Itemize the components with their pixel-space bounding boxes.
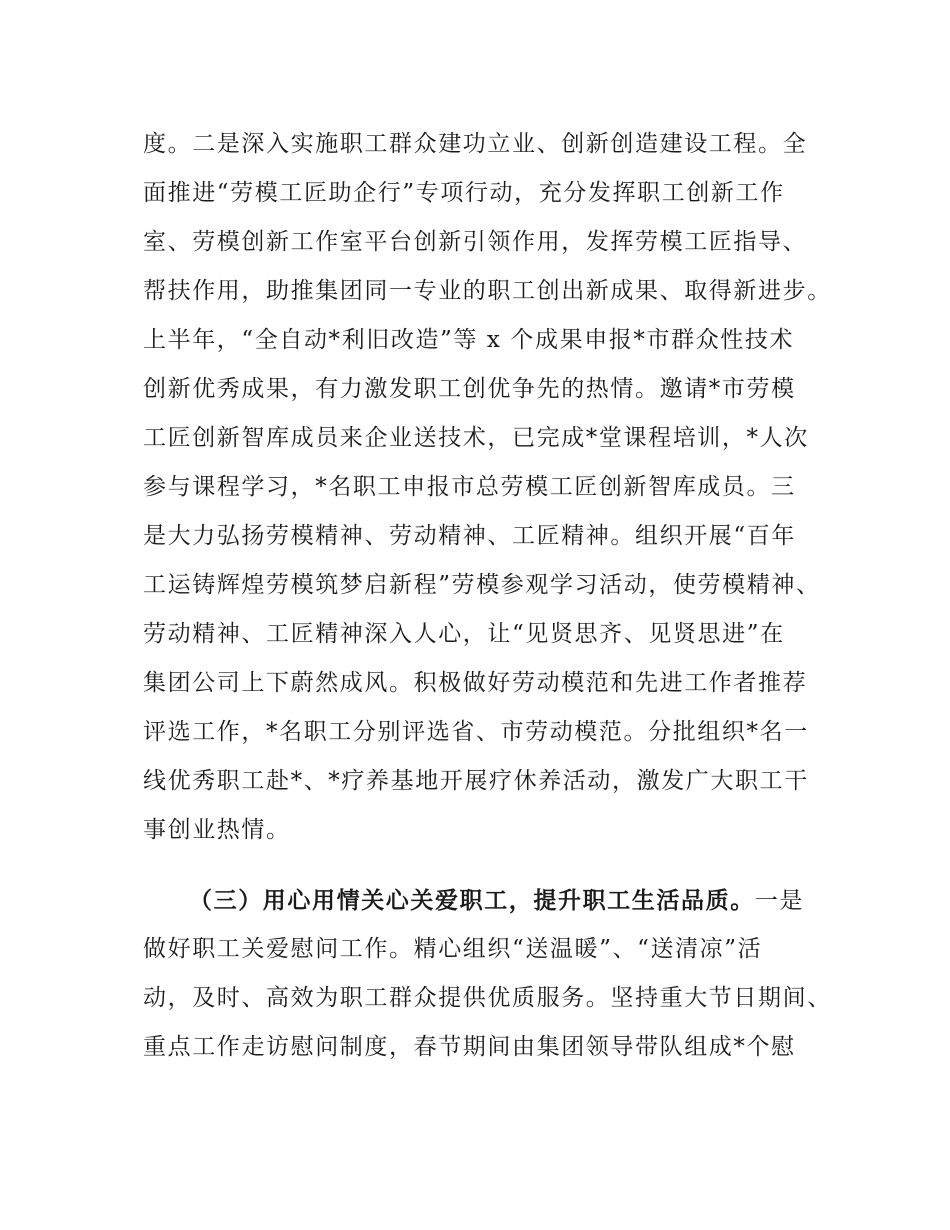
paragraph-line: 工运铸辉煌劳模筑梦启新程”劳模参观学习活动，使劳模精神、 [143, 572, 821, 598]
paragraph-line: 创新优秀成果，有力激发职工创优争先的热情。邀请*市劳模 [143, 376, 796, 402]
paragraph-line: 工匠创新智库成员来企业送技术，已完成*堂课程培训，*人次 [143, 425, 809, 451]
paragraph-line: 面推进“劳模工匠助企行”专项行动，充分发挥职工创新工作 [143, 180, 785, 206]
section-heading: （三）用心用情关心关爱职工，提升职工生活品质。 [189, 887, 755, 914]
paragraph-line: 劳动精神、工匠精神深入人心，让“见贤思齐、见贤思进”在 [143, 621, 785, 647]
paragraph-spacer [143, 855, 833, 876]
paragraph-line: 评选工作，*名职工分别评选省、市劳动模范。分批组织*名一 [143, 719, 809, 745]
document-body [143, 120, 833, 1072]
paragraph-line: 线优秀职工赴*、*疗养基地开展疗休养活动，激发广大职工干 [143, 768, 809, 794]
paragraph-line: 做好职工关爱慰问工作。精心组织“送温暖”、“送清凉”活 [143, 936, 763, 962]
section-heading-line [143, 876, 833, 925]
paragraph-line: 参与课程学习，*名职工申报市总劳模工匠创新智库成员。三 [143, 474, 796, 500]
paragraph-labor-model [143, 120, 833, 855]
paragraph-line: 室、劳模创新工作室平台创新引领作用，发挥劳模工匠指导、 [143, 229, 808, 255]
paragraph-line: 动，及时、高效为职工群众提供优质服务。坚持重大节日期间、 [143, 985, 832, 1011]
paragraph-line: 帮扶作用，助推集团同一专业的职工创出新成果、取得新进步。 [143, 278, 832, 304]
paragraph-line: 度。二是深入实施职工群众建功立业、创新创造建设工程。全 [143, 131, 808, 157]
paragraph-line: 是大力弘扬劳模精神、劳动精神、工匠精神。组织开展“百年 [143, 523, 796, 549]
paragraph-line: 重点工作走访慰问制度，春节期间由集团领导带队组成*个慰 [143, 1034, 796, 1060]
paragraph-line: 事创业热情。 [143, 817, 291, 843]
paragraph-care-workers [143, 876, 833, 1072]
heading-line-rest: 一是 [754, 888, 805, 914]
paragraph-line: 上半年，“全自动*利旧改造”等 x 个成果申报*市群众性技术 [143, 327, 795, 353]
paragraph-line: 集团公司上下蔚然成风。积极做好劳动模范和先进工作者推荐 [143, 670, 808, 696]
